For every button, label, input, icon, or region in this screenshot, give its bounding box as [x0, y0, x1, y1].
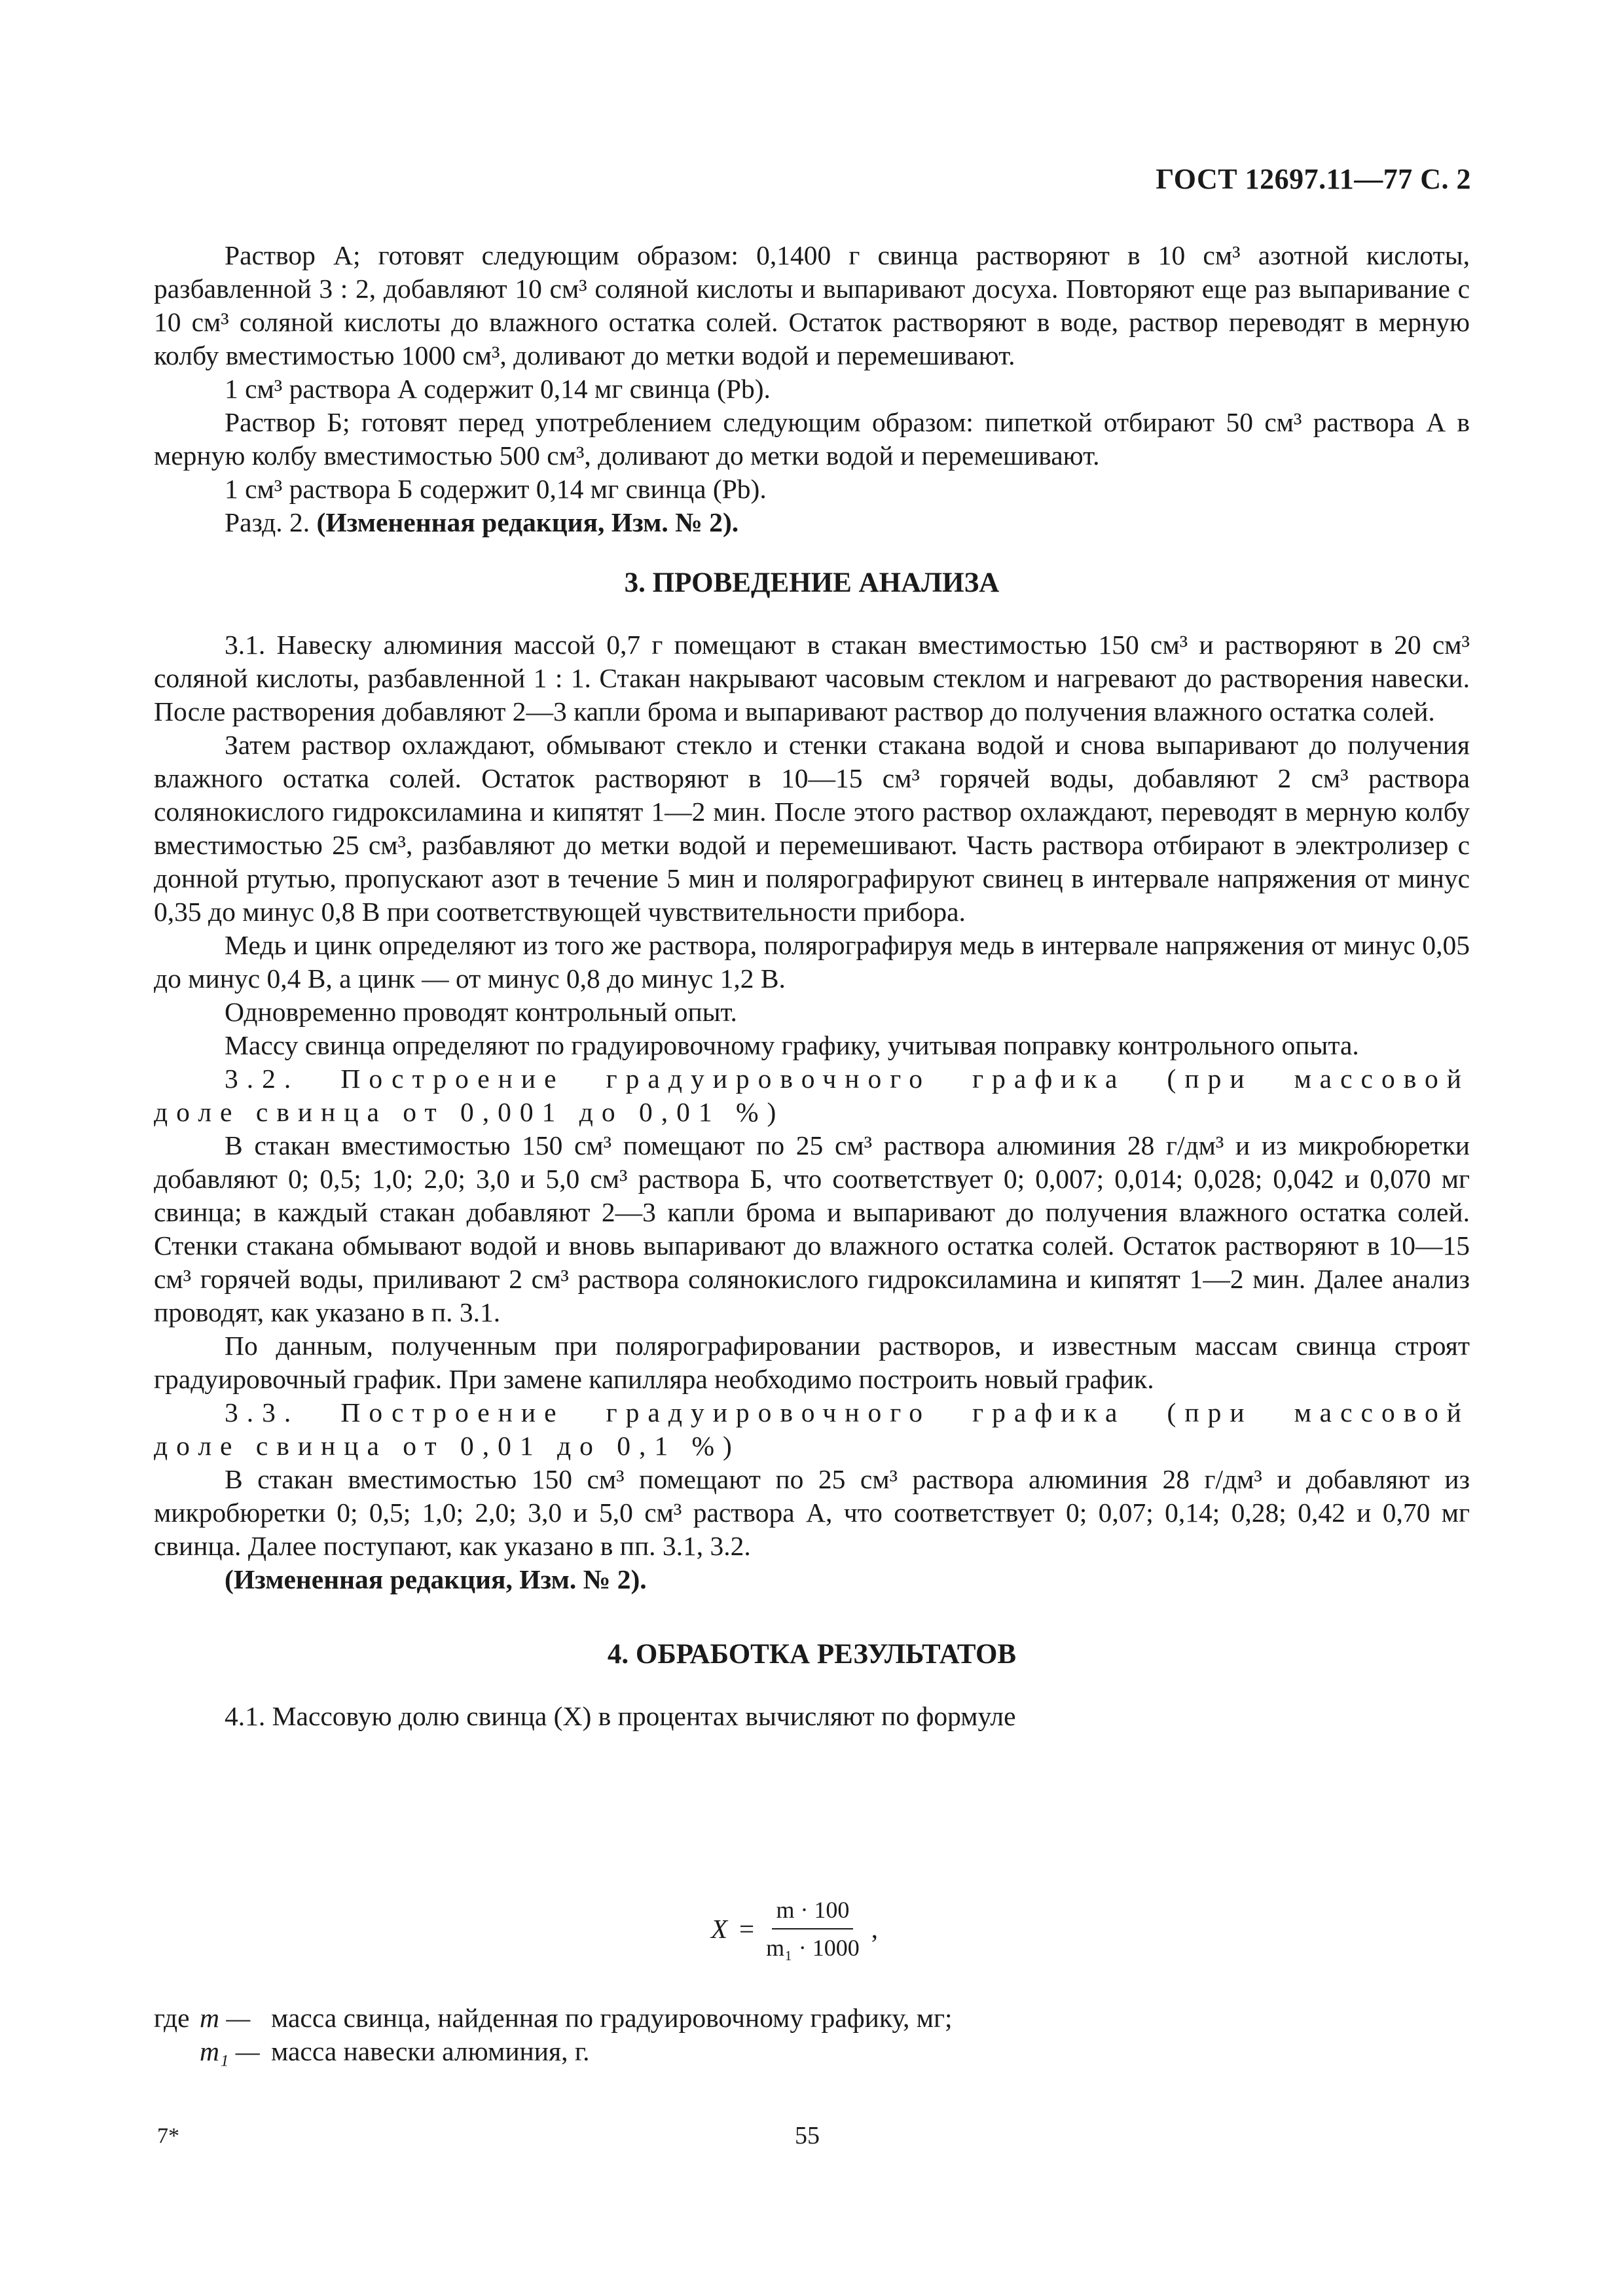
page-number: 55: [795, 2122, 820, 2149]
paragraph-copper-zinc: Медь и цинк определяют из того же раствора, полярографируя медь в интервале напряжения от минус 0,05 до минус 0,4 В, а цинк — от минус 0,8 до минус 1,2 В.: [154, 930, 1470, 994]
paragraph-mass-lead: Массу свинца определяют по градуировочному графику, учитывая поправку контрольного опыта.: [225, 1030, 1359, 1060]
paragraph-solution-b-content: 1 см³ раствора Б содержит 0,14 мг свинца (Pb).: [225, 474, 767, 504]
heading-word: графика: [972, 1064, 1126, 1094]
heading-word: Построение: [340, 1064, 565, 1094]
legend-symbol: m₁ —: [200, 2036, 260, 2066]
heading-word: градуировочного: [606, 1397, 931, 1427]
heading-word: градуировочного: [606, 1064, 931, 1094]
heading-word: 3.3.: [225, 1397, 300, 1427]
formula-denominator: m₁ · 1000: [766, 1935, 860, 1961]
legend-text: масса навески алюминия, г.: [271, 2036, 590, 2066]
paragraph-solution-a-content: 1 см³ раствора А содержит 0,14 мг свинца (Pb).: [225, 374, 771, 404]
formula-numerator: m · 100: [772, 1895, 853, 1929]
legend-row: [154, 2001, 1267, 2035]
paragraph-3-1: 3.1. Навеску алюминия массой 0,7 г помещают в стакан вместимостью 150 см³ и растворяют в 20 см³ соляной кислоты, разбавленной 1 : 1. Стакан накрывают часовым стеклом и нагревают до растворения навески. После растворения добавляют 2—3 капли брома и выпаривают раствор до получения влажного остатка солей.: [154, 630, 1470, 726]
heading-word: массовой: [1294, 1064, 1470, 1094]
document-header: ГОСТ 12697.11—77 С. 2: [1156, 163, 1471, 195]
legend-prefix: [154, 2035, 200, 2068]
legend-row: [154, 2035, 1267, 2068]
formula-legend: [154, 2001, 1267, 2068]
legend-text: масса свинца, найденная по градуировочному графику, мг;: [271, 2003, 953, 2033]
paragraph-solution-a: Раствор А; готовят следующим образом: 0,1400 г свинца растворяют в 10 см³ азотной кислоты, разбавленной 3 : 2, добавляют 10 см³ соляной кислоты и выпаривают досуха. Повторяют еще раз выпаривание с 10 см³ соляной кислоты до влажного остатка солей. Остаток растворяют в воде, раствор переводят в мерную колбу вместимостью 1000 см³, доливают до метки водой и перемешивают.: [154, 240, 1470, 370]
heading-word: Построение: [340, 1397, 565, 1427]
paragraph-3-2-heading-line2: доле свинца от 0,001 до 0,01 %): [154, 1097, 785, 1127]
heading-word: (при: [1167, 1064, 1253, 1094]
revision-note-bold: (Измененная редакция, Изм. № 2).: [225, 1564, 647, 1594]
formula-lead-fraction: [711, 1895, 878, 1962]
paragraph-solution-b: Раствор Б; готовят перед употреблением следующим образом: пипеткой отбирают 50 см³ раствора А в мерную колбу вместимостью 500 см³, доливают до метки водой и перемешивают.: [154, 407, 1470, 471]
paragraph-revision-note: [154, 506, 1470, 539]
sheet-mark: 7*: [157, 2124, 179, 2148]
formula-fraction: [766, 1895, 860, 1962]
paragraph-3-3-heading: [154, 1396, 1470, 1429]
formula-lhs: X: [711, 1913, 728, 1944]
paragraph-3-2-heading: [154, 1062, 1470, 1096]
heading-word: массовой: [1294, 1397, 1470, 1427]
paragraph-3-3-revision: [154, 1563, 1470, 1596]
formula-trailing-comma: ,: [871, 1913, 878, 1944]
paragraph-3-3-heading-line2: доле свинца от 0,01 до 0,1 %): [154, 1431, 740, 1461]
legend-symbol: m —: [200, 2003, 251, 2033]
paragraph-3-1-cont: Затем раствор охлаждают, обмывают стекло и стенки стакана водой и снова выпаривают до получения влажного остатка солей. Остаток растворяют в 10—15 см³ горячей воды, добавляют 2 см³ раствора солянокислого гидроксиламина и кипятят 1—2 мин. После этого раствор охлаждают, переводят в мерную колбу вместимостью 25 см³, разбавляют до метки водой и перемешивают. Часть раствора отбирают в электролизер с донной ртутью, пропускают азот в течение 5 мин и полярографируют свинец в интервале напряжения от минус 0,35 до минус 0,8 В при соответствующей чувствительности прибора.: [154, 730, 1470, 927]
formula-equals: =: [739, 1913, 755, 1944]
heading-word: графика: [972, 1397, 1126, 1427]
paragraph-3-2-body: В стакан вместимостью 150 см³ помещают по 25 см³ раствора алюминия 28 г/дм³ и из микробюретки добавляют 0; 0,5; 1,0; 2,0; 3,0 и 5,0 см³ раствора Б, что соответствует 0; 0,007; 0,014; 0,028; 0,042 и 0,070 мг свинца; в каждый стакан добавляют 2—3 капли брома и выпаривают до получения влажного остатка солей. Стенки стакана обмывают водой и вновь выпаривают до влажного остатка солей. Остаток растворяют в 10—15 см³ горячей воды, приливают 2 см³ раствора солянокислого гидроксиламина и кипятят 1—2 мин. Далее анализ проводят, как указано в п. 3.1.: [154, 1130, 1470, 1327]
paragraph-4-1: 4.1. Массовую долю свинца (X) в процентах вычисляют по формуле: [225, 1701, 1016, 1731]
paragraph-3-2-graph: По данным, полученным при полярографировании растворов, и известным массам свинца строят градуировочный график. При замене капилляра необходимо построить новый график.: [154, 1331, 1470, 1394]
heading-word: (при: [1167, 1397, 1253, 1427]
document-body: [154, 239, 1470, 1733]
heading-word: 3.2.: [225, 1064, 300, 1094]
section-4-title: 4. ОБРАБОТКА РЕЗУЛЬТАТОВ: [607, 1639, 1017, 1670]
section-3-title: 3. ПРОВЕДЕНИЕ АНАЛИЗА: [624, 567, 1000, 598]
paragraph-3-3-body: В стакан вместимостью 150 см³ помещают по 25 см³ раствора алюминия 28 г/дм³ и добавляют из микробюретки 0; 0,5; 1,0; 2,0; 3,0 и 5,0 см³ раствора А, что соответствует 0; 0,07; 0,14; 0,28; 0,42 и 0,70 мг свинца. Далее поступают, как указано в пп. 3.1, 3.2.: [154, 1464, 1470, 1561]
revision-note-bold: (Измененная редакция, Изм. № 2).: [316, 507, 739, 537]
legend-prefix: где: [154, 2003, 190, 2033]
paragraph-control: Одновременно проводят контрольный опыт.: [225, 997, 737, 1027]
revision-prefix: Разд. 2.: [225, 507, 317, 537]
